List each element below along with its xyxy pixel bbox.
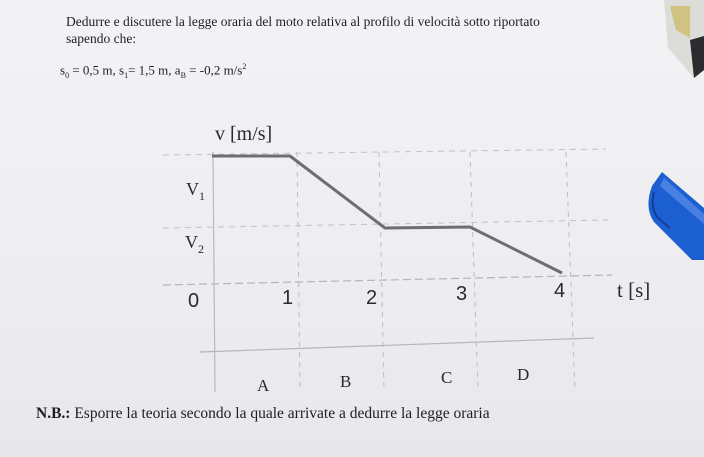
s1-value: = 1,5 m, [128, 62, 172, 78]
s1-subscript: 1 [124, 70, 129, 80]
highlighter-marker-icon [660, 0, 704, 80]
blue-marker-icon [640, 168, 704, 260]
note-label: N.B.: [36, 405, 71, 422]
guide-t3 [470, 152, 478, 392]
aB-exponent: 2 [242, 62, 247, 71]
guide-v1 [163, 149, 606, 155]
s0-subscript: 0 [65, 70, 70, 80]
guide-t4 [566, 152, 575, 392]
v-axis-label: v [m/s] [215, 123, 273, 145]
v1-symbol: V [186, 179, 199, 199]
v1-label [186, 179, 205, 203]
problem-line-1: Dedurre e discutere la legge oraria del moto relativa al profilo di velocità sotto riportato [66, 14, 540, 29]
aB-subscript: B [180, 70, 186, 80]
s0-symbol: s [60, 62, 66, 78]
aB-symbol: a [174, 62, 181, 78]
segment-label-d: D [517, 365, 530, 384]
t-tick-2: 2 [366, 287, 378, 309]
v-axis [213, 152, 215, 392]
guide-t2 [379, 152, 384, 392]
t-axis-label: t [s] [617, 278, 651, 302]
segment-label-c: C [441, 368, 453, 387]
note [36, 405, 490, 423]
guide-t1 [297, 152, 300, 392]
segment-separator [200, 338, 594, 352]
v1-subscript: 1 [199, 189, 205, 203]
t-tick-4: 4 [554, 280, 566, 302]
s1-symbol: s [119, 62, 125, 78]
v2-label [185, 232, 204, 256]
t-tick-3: 3 [456, 283, 468, 305]
t-tick-1: 1 [282, 287, 294, 309]
segment-label-b: B [340, 372, 352, 391]
note-text: Esporre la teoria secondo la quale arrivate a dedurre la legge oraria [70, 405, 490, 422]
t-axis [163, 275, 612, 285]
s0-value: = 0,5 m, [72, 62, 116, 78]
t-tick-0: 0 [188, 290, 200, 312]
velocity-profile-line [212, 156, 562, 273]
v2-symbol: V [185, 232, 198, 252]
v2-subscript: 2 [198, 242, 204, 256]
aB-value: = -0,2 m/s [189, 62, 243, 78]
segment-label-a: A [257, 376, 270, 395]
problem-line-2: sapendo che: [66, 31, 137, 46]
